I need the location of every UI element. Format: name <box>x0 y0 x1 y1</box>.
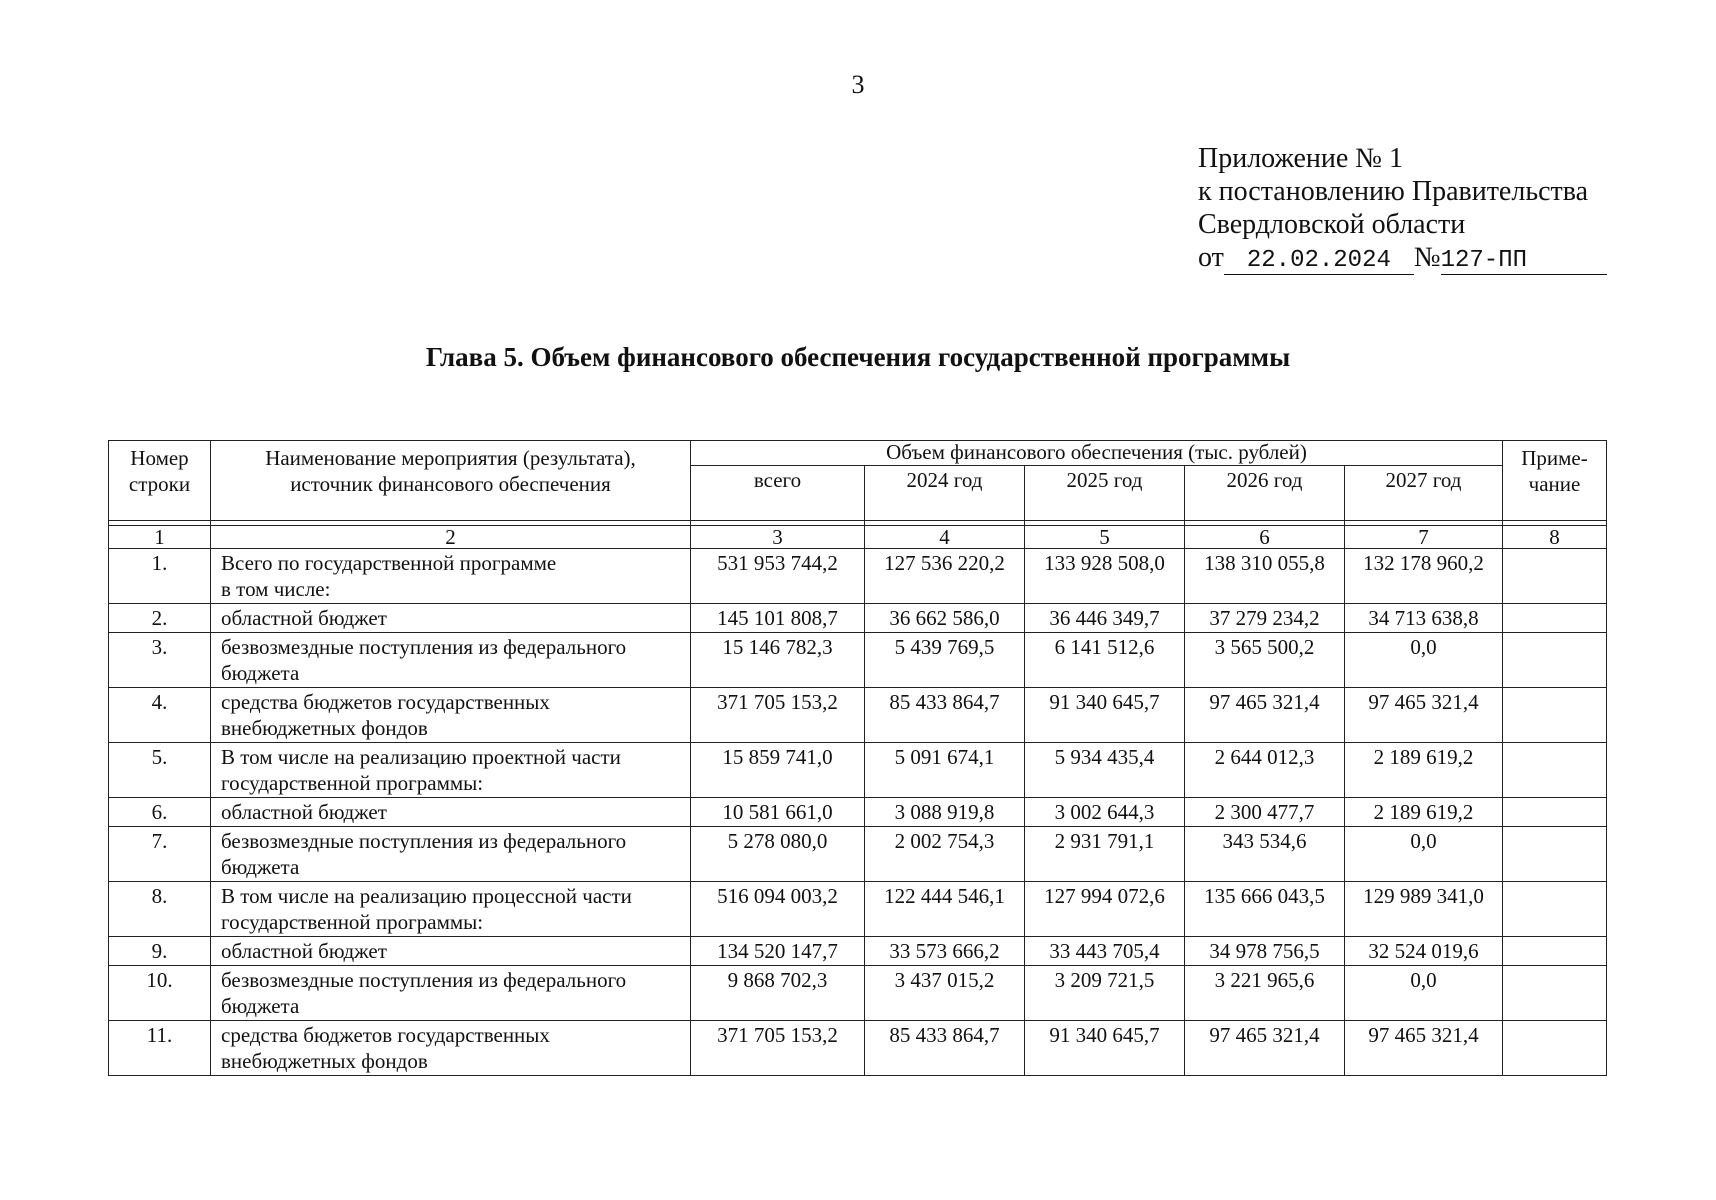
annex-number-sign: № <box>1413 242 1441 273</box>
table-row <box>109 827 1607 882</box>
cell-total: 15 146 782,3 <box>691 633 865 688</box>
cell-total: 5 278 080,0 <box>691 827 865 882</box>
cell-row-number: 6. <box>109 798 211 827</box>
cell-2024: 5 439 769,5 <box>865 633 1025 688</box>
cell-note <box>1503 798 1607 827</box>
annex-date: 22.02.2024 <box>1224 247 1414 275</box>
column-number: 3 <box>691 526 865 549</box>
annex-date-line <box>1198 241 1607 275</box>
cell-name-line: областной бюджет <box>221 800 387 824</box>
cell-2024: 3 088 919,8 <box>865 798 1025 827</box>
cell-2027: 32 524 019,6 <box>1345 937 1503 966</box>
cell-row-number: 4. <box>109 688 211 743</box>
cell-total: 145 101 808,7 <box>691 604 865 633</box>
cell-2027: 0,0 <box>1345 966 1503 1021</box>
cell-2025: 36 446 349,7 <box>1025 604 1185 633</box>
cell-note <box>1503 549 1607 604</box>
cell-name <box>211 688 691 743</box>
cell-2027: 132 178 960,2 <box>1345 549 1503 604</box>
cell-note <box>1503 604 1607 633</box>
cell-2025: 3 002 644,3 <box>1025 798 1185 827</box>
cell-note <box>1503 743 1607 798</box>
cell-name-line: В том числе на реализацию процессной части <box>221 884 632 908</box>
header-row-number: Номер строки <box>109 441 211 521</box>
cell-2025: 91 340 645,7 <box>1025 1021 1185 1076</box>
cell-2024: 85 433 864,7 <box>865 688 1025 743</box>
cell-name <box>211 604 691 633</box>
cell-name-line: в том числе: <box>221 577 331 601</box>
cell-2025: 127 994 072,6 <box>1025 882 1185 937</box>
cell-2027: 2 189 619,2 <box>1345 798 1503 827</box>
table-row <box>109 1021 1607 1076</box>
cell-name <box>211 937 691 966</box>
cell-name-line: бюджета <box>221 994 300 1018</box>
table-row <box>109 688 1607 743</box>
cell-name <box>211 1021 691 1076</box>
cell-2025: 91 340 645,7 <box>1025 688 1185 743</box>
cell-note <box>1503 966 1607 1021</box>
cell-2026: 34 978 756,5 <box>1185 937 1345 966</box>
cell-name <box>211 798 691 827</box>
cell-note <box>1503 688 1607 743</box>
cell-2027: 0,0 <box>1345 633 1503 688</box>
annex-line-region: Свердловской области <box>1198 209 1466 240</box>
column-number: 5 <box>1025 526 1185 549</box>
cell-name <box>211 882 691 937</box>
page-number: 3 <box>851 70 865 99</box>
cell-row-number: 7. <box>109 827 211 882</box>
cell-2024: 85 433 864,7 <box>865 1021 1025 1076</box>
cell-name-line: бюджета <box>221 661 300 685</box>
cell-row-number: 5. <box>109 743 211 798</box>
cell-total: 134 520 147,7 <box>691 937 865 966</box>
cell-2027: 0,0 <box>1345 827 1503 882</box>
cell-total: 15 859 741,0 <box>691 743 865 798</box>
header-2027: 2027 год <box>1345 465 1503 520</box>
cell-2026: 37 279 234,2 <box>1185 604 1345 633</box>
cell-row-number: 11. <box>109 1021 211 1076</box>
annex-number: 127-ПП <box>1441 247 1607 275</box>
cell-2026: 3 221 965,6 <box>1185 966 1345 1021</box>
header-2024: 2024 год <box>865 465 1025 520</box>
cell-note <box>1503 937 1607 966</box>
cell-name-line: безвозмездные поступления из федерального <box>221 829 627 853</box>
cell-note <box>1503 827 1607 882</box>
cell-note <box>1503 882 1607 937</box>
annex-block <box>1198 142 1607 275</box>
column-number: 7 <box>1345 526 1503 549</box>
cell-name-line: бюджета <box>221 855 300 879</box>
table-row <box>109 937 1607 966</box>
cell-total: 9 868 702,3 <box>691 966 865 1021</box>
cell-2026: 3 565 500,2 <box>1185 633 1345 688</box>
cell-2025: 2 931 791,1 <box>1025 827 1185 882</box>
cell-row-number: 2. <box>109 604 211 633</box>
financing-table <box>108 440 1607 1076</box>
column-numbers-row <box>109 526 1607 549</box>
cell-2026: 2 300 477,7 <box>1185 798 1345 827</box>
cell-2026: 2 644 012,3 <box>1185 743 1345 798</box>
cell-2025: 33 443 705,4 <box>1025 937 1185 966</box>
cell-name-line: внебюджетных фондов <box>221 716 428 740</box>
cell-name <box>211 743 691 798</box>
cell-name-line: средства бюджетов государственных <box>221 1023 550 1047</box>
cell-row-number: 10. <box>109 966 211 1021</box>
cell-2026: 135 666 043,5 <box>1185 882 1345 937</box>
cell-2024: 5 091 674,1 <box>865 743 1025 798</box>
cell-2025: 5 934 435,4 <box>1025 743 1185 798</box>
cell-2024: 2 002 754,3 <box>865 827 1025 882</box>
annex-from-label: от <box>1198 242 1224 273</box>
cell-row-number: 8. <box>109 882 211 937</box>
cell-2027: 2 189 619,2 <box>1345 743 1503 798</box>
table-row <box>109 882 1607 937</box>
cell-2024: 127 536 220,2 <box>865 549 1025 604</box>
table-row <box>109 966 1607 1021</box>
table-row <box>109 798 1607 827</box>
column-number: 8 <box>1503 526 1607 549</box>
cell-2027: 97 465 321,4 <box>1345 688 1503 743</box>
header-note: Приме- чание <box>1503 441 1607 521</box>
cell-2026: 343 534,6 <box>1185 827 1345 882</box>
column-number: 2 <box>211 526 691 549</box>
cell-2024: 3 437 015,2 <box>865 966 1025 1021</box>
cell-2026: 97 465 321,4 <box>1185 688 1345 743</box>
cell-2027: 97 465 321,4 <box>1345 1021 1503 1076</box>
cell-name-line: государственной программы: <box>221 771 484 795</box>
column-number: 4 <box>865 526 1025 549</box>
cell-name <box>211 827 691 882</box>
cell-total: 531 953 744,2 <box>691 549 865 604</box>
table-row <box>109 549 1607 604</box>
cell-name-line: государственной программы: <box>221 910 484 934</box>
cell-name-line: областной бюджет <box>221 606 387 630</box>
header-total: всего <box>691 465 865 520</box>
cell-total: 371 705 153,2 <box>691 1021 865 1076</box>
cell-2027: 34 713 638,8 <box>1345 604 1503 633</box>
column-number: 6 <box>1185 526 1345 549</box>
cell-2024: 36 662 586,0 <box>865 604 1025 633</box>
cell-total: 10 581 661,0 <box>691 798 865 827</box>
cell-name-line: безвозмездные поступления из федерального <box>221 635 627 659</box>
cell-note <box>1503 1021 1607 1076</box>
cell-2024: 122 444 546,1 <box>865 882 1025 937</box>
annex-title: Приложение № 1 <box>1198 143 1403 174</box>
cell-2026: 138 310 055,8 <box>1185 549 1345 604</box>
cell-2027: 129 989 341,0 <box>1345 882 1503 937</box>
cell-2025: 133 928 508,0 <box>1025 549 1185 604</box>
cell-name-line: В том числе на реализацию проектной части <box>221 745 621 769</box>
cell-2025: 6 141 512,6 <box>1025 633 1185 688</box>
cell-name-line: Всего по государственной программе <box>221 551 557 575</box>
column-number: 1 <box>109 526 211 549</box>
table-row <box>109 604 1607 633</box>
cell-name-line: безвозмездные поступления из федерального <box>221 968 627 992</box>
table-row <box>109 743 1607 798</box>
cell-row-number: 1. <box>109 549 211 604</box>
header-row-1 <box>109 441 1607 466</box>
header-volume: Объем финансового обеспечения (тыс. рублей) <box>691 441 1503 466</box>
cell-name <box>211 633 691 688</box>
cell-name-line: областной бюджет <box>221 939 387 963</box>
cell-row-number: 3. <box>109 633 211 688</box>
cell-2024: 33 573 666,2 <box>865 937 1025 966</box>
cell-note <box>1503 633 1607 688</box>
cell-name <box>211 549 691 604</box>
cell-name-line: внебюджетных фондов <box>221 1049 428 1073</box>
cell-row-number: 9. <box>109 937 211 966</box>
cell-total: 516 094 003,2 <box>691 882 865 937</box>
cell-name <box>211 966 691 1021</box>
chapter-title: Глава 5. Объем финансового обеспечения государственной программы <box>425 342 1291 372</box>
annex-line-resolution: к постановлению Правительства <box>1198 176 1589 207</box>
cell-2025: 3 209 721,5 <box>1025 966 1185 1021</box>
cell-2026: 97 465 321,4 <box>1185 1021 1345 1076</box>
cell-total: 371 705 153,2 <box>691 688 865 743</box>
header-2026: 2026 год <box>1185 465 1345 520</box>
table-row <box>109 633 1607 688</box>
cell-name-line: средства бюджетов государственных <box>221 690 550 714</box>
header-name: Наименование мероприятия (результата), источник финансового обеспечения <box>211 441 691 521</box>
header-2025: 2025 год <box>1025 465 1185 520</box>
